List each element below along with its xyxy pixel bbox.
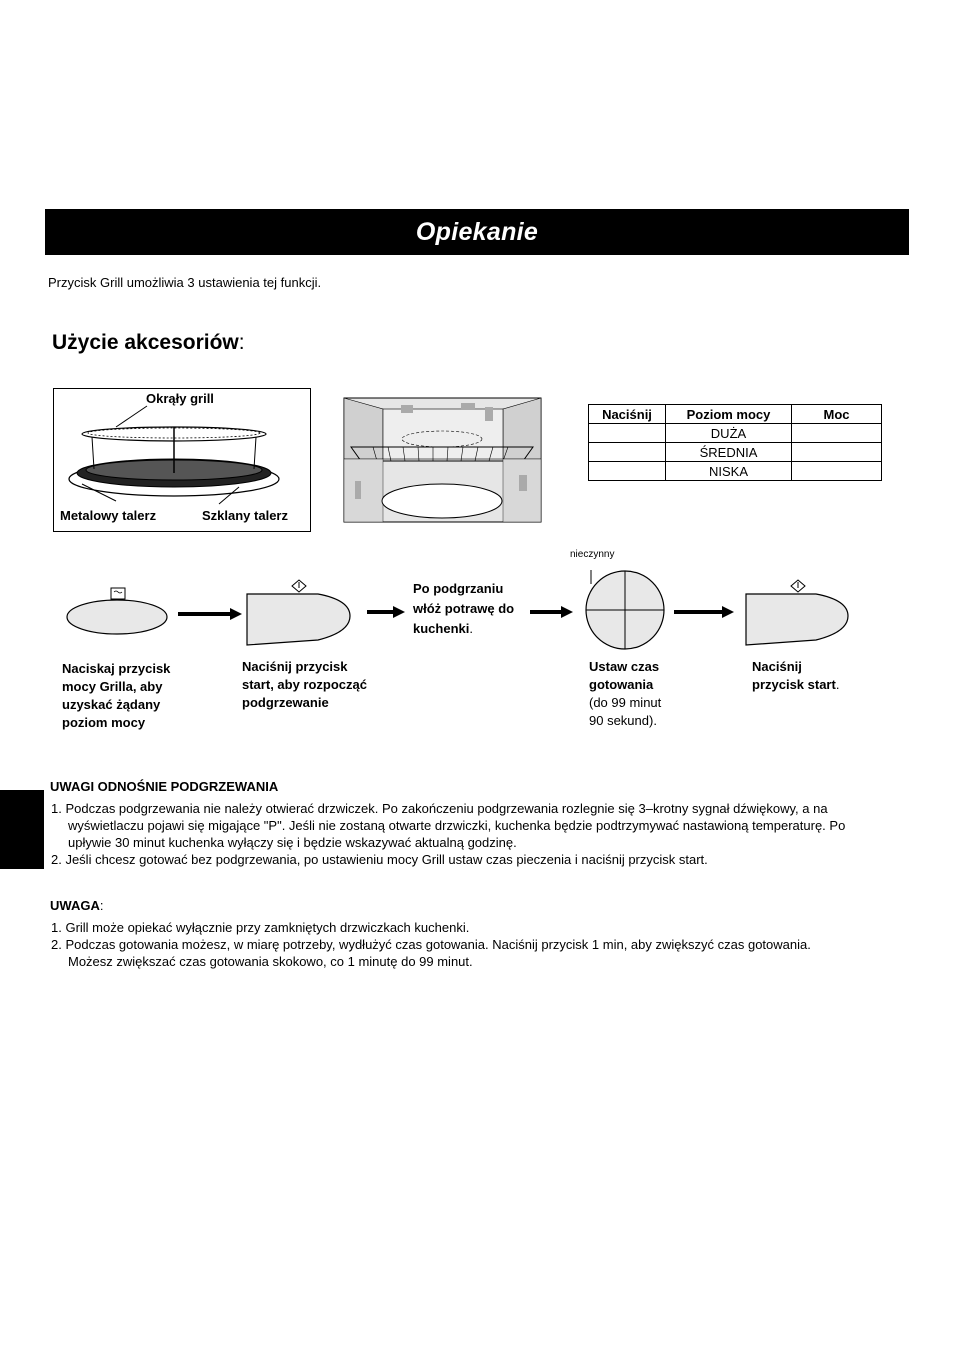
step4-line: (do 99 minut [589,695,662,710]
section-heading [52,331,245,355]
general-notes [50,897,850,970]
table-cell [589,462,666,481]
inactive-label: nieczynny [570,549,615,560]
title-bar [45,209,909,255]
step1-caption [62,660,170,732]
table-cell [792,462,882,481]
table-row [589,424,882,443]
power-level-table [588,404,882,481]
arrow-icon [393,606,405,618]
table-cell [792,443,882,462]
table-cell [589,443,666,462]
start-button-icon [247,594,350,645]
table-header-press: Naciśnij [589,405,666,424]
general-notes-heading: UWAGA [50,898,100,913]
intro-text: Przycisk Grill umożliwia 3 ustawienia tej funkcji. [48,275,322,290]
table-cell [792,424,882,443]
step3-line: kuchenki [413,621,470,636]
oven-interior-illustration [343,397,542,523]
step5-caption [752,658,839,694]
step3-line: . [469,621,473,636]
table-cell: DUŻA [666,424,792,443]
table-cell [589,424,666,443]
arrow-icon [230,608,242,620]
list-item: 1. Podczas podgrzewania nie należy otwierać drzwiczek. Po zakończeniu podgrzewania rozlegnie się 3–krotny sygnał dźwiękowy, a na wyświetlaczu pojawi się migające "P". Jeśli nie zostaną otwarte drzwiczki, kuchenka będzie podtrzymywać nastawioną temperaturę. Po upływie 30 minut kuchenka wyłączy się i będzie wskazywać aktualną godzinę. [51,801,846,850]
step1-line: poziom mocy [62,715,146,730]
step2-line: start [242,677,271,692]
table-cell: NISKA [666,462,792,481]
table-cell: ŚREDNIA [666,443,792,462]
page-title: Opiekanie [415,217,539,246]
step2-line: Naciśnij przycisk [242,659,348,674]
round-grill-label: Okrąły grill [146,391,214,406]
section-heading-colon: : [238,331,245,354]
step4-line: gotowania [589,677,654,692]
glass-plate-label: Szklany talerz [202,508,288,523]
table-row [589,443,882,462]
side-tab-marker [0,790,44,869]
metal-plate-label: Metalowy talerz [60,508,157,523]
preheat-notes [50,778,850,868]
section-heading-text: Użycie akcesoriów [52,331,239,354]
start-button-icon [746,594,848,645]
step3-caption [413,579,514,639]
list-item: 1. Grill może opiekać wyłącznie przy zamkniętych drzwiczkach kuchenki. [51,920,470,935]
table-header-power: Moc [792,405,882,424]
table-header-power-level: Poziom mocy [666,405,792,424]
step3-line: Po podgrzaniu [413,581,504,596]
arrow-icon [722,606,734,618]
step2-line: , aby rozpocząć [270,677,367,692]
step1-line: uzyskać żądany [62,697,161,712]
step1-line: mocy Grilla [62,679,133,694]
preheat-notes-heading: UWAGI ODNOŚNIE PODGRZEWANIA [50,779,279,794]
step4-line: Ustaw czas [589,659,660,674]
step5-line: . [835,677,840,692]
step1-line: , aby [132,679,163,694]
step5-line: przycisk start [752,677,836,692]
step4-caption [589,658,661,730]
step2-line: podgrzewanie [242,695,329,710]
list-item: 2. Jeśli chcesz gotować bez podgrzewania, po ustawieniu mocy Grill ustaw czas pieczenia i naciśnij przycisk start. [51,852,708,867]
step4-line: 90 sekund). [589,713,657,728]
grill-symbol-icon [111,588,125,599]
step3-line: włóż potrawę do [413,601,515,616]
step2-caption [242,658,367,712]
step1-line: Naciskaj przycisk [62,661,171,676]
step5-line: Naciśnij [752,659,802,674]
arrow-icon [561,606,573,618]
general-notes-colon: : [99,898,104,913]
accessories-figure [53,388,311,532]
table-row [589,462,882,481]
list-item: 2. Podczas gotowania możesz, w miarę potrzeby, wydłużyć czas gotowania. Naciśnij przycisk 1 min, aby zwiększyć czas gotowania. Możesz zwiększać czas gotowania skokowo, co 1 minutę do 99 minut. [51,937,811,969]
grill-button-icon [67,600,167,634]
